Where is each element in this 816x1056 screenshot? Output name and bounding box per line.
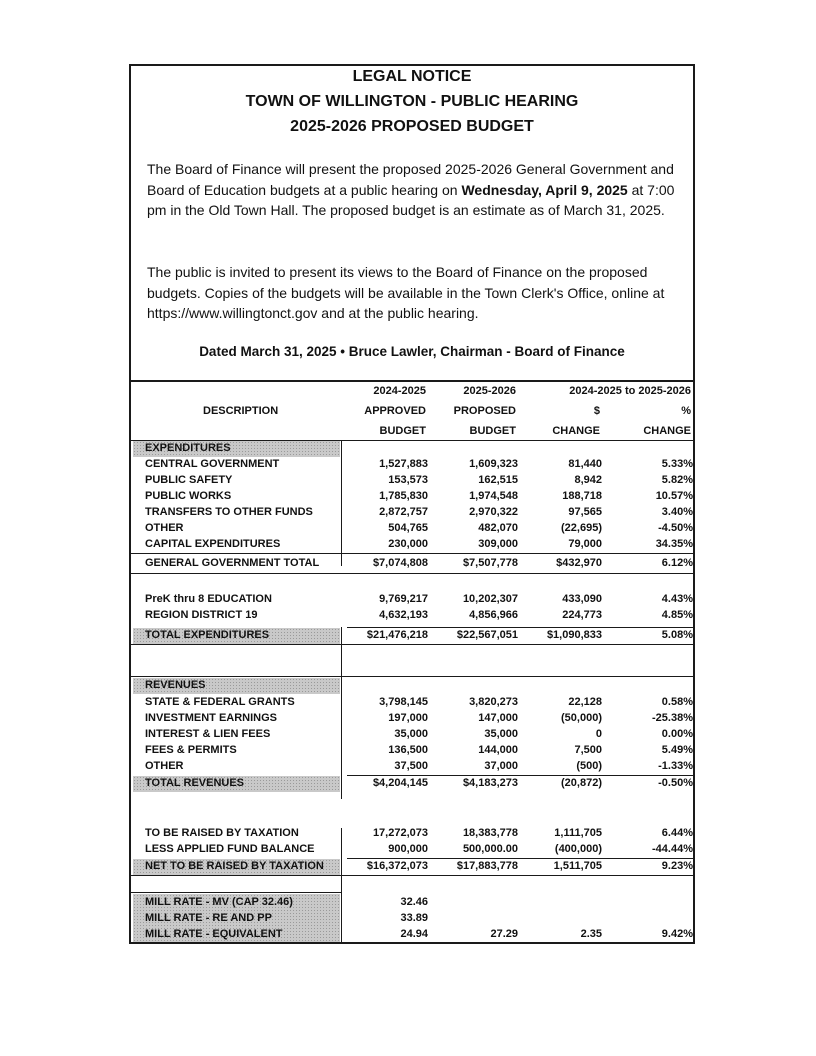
row-divider	[131, 875, 693, 876]
notice-budget-title: 2025-2026 PROPOSED BUDGET	[290, 118, 534, 135]
table-row: CENTRAL GOVERNMENT 1,527,883 1,609,323 81,440 5.33%	[145, 458, 693, 470]
col-proposed-budget: BUDGET	[469, 425, 516, 437]
col-description: DESCRIPTION	[203, 405, 279, 417]
col-proposed-label: PROPOSED	[453, 405, 516, 417]
subtotal-row: GENERAL GOVERNMENT TOTAL $7,074,808 $7,507,778 $432,970 6.12%	[145, 557, 693, 569]
table-row: OTHER 504,765 482,070 (22,695) -4.50%	[145, 522, 693, 534]
mill-rate-row: MILL RATE - MV (CAP 32.46) 32.46	[145, 896, 428, 908]
table-row: PUBLIC SAFETY 153,573 162,515 8,942 5.82%	[145, 474, 693, 486]
col-approved-budget: BUDGET	[379, 425, 426, 437]
dated-line: Dated March 31, 2025 • Bruce Lawler, Chairman - Board of Finance	[199, 344, 625, 359]
section-divider	[131, 676, 693, 677]
row-divider	[131, 553, 693, 554]
mill-rate-row: MILL RATE - RE AND PP 33.89	[145, 912, 428, 924]
col-change-span: 2024-2025 to 2025-2026	[569, 385, 691, 397]
table-row: TRANSFERS TO OTHER FUNDS 2,872,757 2,970,322 97,565 3.40%	[145, 506, 693, 518]
mill-rate-top-border	[131, 892, 341, 893]
total-row: TOTAL REVENUES $4,204,145 $4,183,273 (20,872) -0.50%	[145, 777, 693, 789]
col-proposed-year: 2025-2026	[463, 385, 516, 397]
col-approved-label: APPROVED	[364, 405, 426, 417]
intro-paragraph-2: The public is invited to present its views to the Board of Finance on the proposed budgets. Copies of the budgets will be available in the Town Clerk's Office, online at https://www.willingtonct.gov and at the public hearing.	[147, 264, 665, 321]
section-header: REVENUES	[145, 679, 206, 691]
col-dollar-change: CHANGE	[552, 425, 600, 437]
table-row: PUBLIC WORKS 1,785,830 1,974,548 188,718 10.57%	[145, 490, 693, 502]
table-row: STATE & FEDERAL GRANTS 3,798,145 3,820,273 22,128 0.58%	[145, 696, 693, 708]
total-row: TOTAL EXPENDITURES $21,476,218 $22,567,051 $1,090,833 5.08%	[145, 629, 693, 641]
table-row: OTHER 37,500 37,000 (500) -1.33%	[145, 760, 693, 772]
col-dollar-sign: $	[593, 405, 600, 417]
table-row: CAPITAL EXPENDITURES 230,000 309,000 79,000 34.35%	[145, 538, 693, 550]
col-percent-change: CHANGE	[643, 425, 691, 437]
table-row: TO BE RAISED BY TAXATION 17,272,073 18,383,778 1,111,705 6.44%	[145, 827, 693, 839]
table-row: REGION DISTRICT 19 4,632,193 4,856,966 224,773 4.85%	[145, 609, 693, 621]
total-row: NET TO BE RAISED BY TAXATION $16,372,073 $17,883,778 1,511,705 9.23%	[145, 860, 693, 872]
row-divider	[131, 644, 693, 645]
table-row: INVESTMENT EARNINGS 197,000 147,000 (50,000) -25.38%	[145, 712, 693, 724]
row-divider	[131, 573, 693, 574]
table-top-border	[131, 380, 693, 382]
table-row: INTEREST & LIEN FEES 35,000 35,000 0 0.00%	[145, 728, 693, 740]
notice-title: LEGAL NOTICE	[352, 68, 472, 85]
table-row: LESS APPLIED FUND BALANCE 900,000 500,000.00 (400,000) -44.44%	[145, 843, 693, 855]
table-row: PreK thru 8 EDUCATION 9,769,217 10,202,307 433,090 4.43%	[145, 593, 693, 605]
intro-paragraph-1: The Board of Finance will present the proposed 2025-2026 General Government and Board of Education budgets at a public hearing on Wednesday, April 9, 2025 at 7:00 pm in the Old Town Hall. The proposed budget is an estimate as of March 31, 2025.	[147, 161, 675, 218]
mill-rate-row: MILL RATE - EQUIVALENT 24.94 27.29 2.35 9.42%	[145, 928, 693, 940]
notice-subtitle: TOWN OF WILLINGTON - PUBLIC HEARING	[245, 93, 579, 110]
section-header: EXPENDITURES	[145, 442, 231, 454]
table-row: FEES & PERMITS 136,500 144,000 7,500 5.49%	[145, 744, 693, 756]
col-approved-year: 2024-2025	[373, 385, 426, 397]
legal-notice	[129, 64, 695, 944]
col-percent-sign: %	[681, 405, 691, 417]
